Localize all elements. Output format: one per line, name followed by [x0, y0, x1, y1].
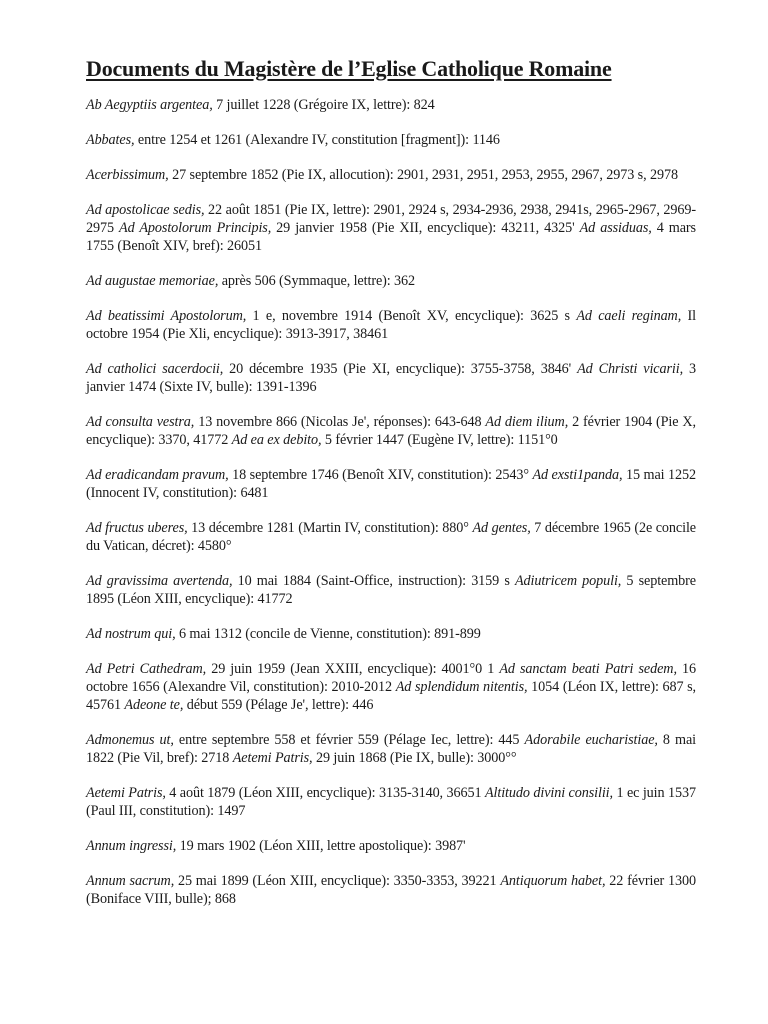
document-title-text: Ad apostolicae sedis, — [86, 202, 205, 218]
document-detail-text: 25 mai 1899 (Léon XIII, encyclique): 3350-3353, 39221 — [174, 873, 501, 889]
document-title-text: Ad augustae memoriae, — [86, 273, 219, 289]
document-title-text: Ad diem ilium, — [485, 414, 569, 430]
document-entry — [86, 872, 696, 908]
document-detail-text: 16 octobre 1656 (Alexandre Vil, constitution): 2010-2012 — [86, 661, 697, 695]
document-title-text: Ad catholici sacerdocii, — [86, 361, 224, 377]
document-entry — [86, 572, 696, 608]
document-title-text: Ad sanctam beati Patri sedem, — [499, 661, 677, 677]
document-entry — [86, 201, 696, 255]
document-entry — [86, 307, 696, 343]
document-detail-text: 29 juin 1868 (Pie IX, bulle): 3000°° — [312, 750, 517, 766]
document-detail-text: 22 août 1851 (Pie IX, lettre): 2901, 2924 s, 2934-2936, 2938, 2941s, 2965-2967, 2969-2975 — [86, 202, 696, 236]
document-title-text: Ab Aegyptiis argentea, — [86, 97, 213, 113]
document-title-text: Ad exsti1panda, — [532, 467, 623, 483]
document-detail-text: 10 mai 1884 (Saint-Office, instruction): 3159 s — [232, 573, 515, 589]
document-title-text: Ad Apostolorum Principis, — [119, 220, 272, 236]
document-detail-text: 29 janvier 1958 (Pie XII, encyclique): 43211, 4325' — [271, 220, 580, 236]
document-title-text: Ad fructus uberes, — [86, 520, 188, 536]
document-detail-text: Il octobre 1954 (Pie Xli, encyclique): 3913-3917, 38461 — [86, 308, 696, 342]
document-entry — [86, 413, 696, 449]
document-detail-text: 22 février 1300 (Boniface VIII, bulle); 868 — [86, 873, 696, 907]
document-detail-text: entre 1254 et 1261 (Alexandre IV, constitution [fragment]): 1146 — [134, 132, 500, 148]
document-detail-text: 5 septembre 1895 (Léon XIII, encyclique): 41772 — [86, 573, 696, 607]
document-detail-text: 1054 (Léon IX, lettre): 687 s, 45761 — [86, 679, 696, 713]
document-title-text: Adorabile eucharistiae, — [524, 732, 658, 748]
document-title-text: Ad Petri Cathedram, — [86, 661, 207, 677]
document-detail-text: 8 mai 1822 (Pie Vil, bref): 2718 — [86, 732, 696, 766]
document-title-text: Admonemus ut, — [86, 732, 174, 748]
document-entry — [86, 360, 696, 396]
document-title-text: Ad Christi vicarii, — [577, 361, 684, 377]
document-title-text: Aetemi Patris, — [86, 785, 166, 801]
document-detail-text: 5 février 1447 (Eugène IV, lettre): 1151°0 — [321, 432, 558, 448]
document-title-text: Abbates, — [86, 132, 135, 148]
document-detail-text: 27 septembre 1852 (Pie IX, allocution): 2901, 2931, 2951, 2953, 2955, 2967, 2973 s, 2978 — [168, 167, 678, 183]
document-title-text: Ad eradicandam pravum, — [86, 467, 229, 483]
document-detail-text: 4 mars 1755 (Benoît XIV, bref): 26051 — [86, 220, 696, 254]
document-title-text: Acerbissimum, — [86, 167, 169, 183]
document-detail-text: 15 mai 1252 (Innocent IV, constitution): 6481 — [86, 467, 696, 501]
document-title-text: Aetemi Patris, — [232, 750, 313, 766]
document-detail-text: 3 janvier 1474 (Sixte IV, bulle): 1391-1396 — [86, 361, 696, 395]
document-title-text: Ad consulta vestra, — [86, 414, 195, 430]
document-title-text: Ad nostrum qui, — [86, 626, 176, 642]
document-entry — [86, 731, 696, 767]
document-detail-text: 6 mai 1312 (concile de Vienne, constitution): 891-899 — [175, 626, 481, 642]
document-title-text: Adeone te, — [124, 697, 184, 713]
document-title-text: Annum sacrum, — [86, 873, 175, 889]
document-detail-text: 20 décembre 1935 (Pie XI, encyclique): 3755-3758, 3846' — [223, 361, 578, 377]
document-detail-text: 18 septembre 1746 (Benoît XIV, constitution): 2543° — [228, 467, 533, 483]
document-detail-text: 13 novembre 866 (Nicolas Je', réponses): 643-648 — [194, 414, 486, 430]
document-detail-text: 1 e, novembre 1914 (Benoît XV, encyclique): 3625 s — [246, 308, 577, 324]
document-entry — [86, 131, 696, 149]
document-entry — [86, 96, 696, 114]
document-title-text: Adiutricem populi, — [514, 573, 622, 589]
entry-list — [86, 96, 696, 908]
document-detail-text: 19 mars 1902 (Léon XIII, lettre apostolique): 3987' — [176, 838, 466, 854]
document-detail-text: 13 décembre 1281 (Martin IV, constitution): 880° — [187, 520, 473, 536]
document-title-text: Ad gravissima avertenda, — [86, 573, 233, 589]
document-detail-text: 4 août 1879 (Léon XIII, encyclique): 3135-3140, 36651 — [165, 785, 485, 801]
document-title-text: Altitudo divini consilii, — [484, 785, 613, 801]
document-entry — [86, 166, 696, 184]
document-title-text: Annum ingressi, — [86, 838, 177, 854]
document-detail-text: 7 décembre 1965 (2e concile du Vatican, décret): 4580° — [86, 520, 697, 554]
document-entry — [86, 519, 696, 555]
document-entry — [86, 837, 696, 855]
document-title-text: Ad gentes, — [472, 520, 531, 536]
document-detail-text: 7 juillet 1228 (Grégoire IX, lettre): 824 — [212, 97, 435, 113]
document-detail-text: après 506 (Symmaque, lettre): 362 — [218, 273, 416, 289]
document-title-text: Ad assiduas, — [579, 220, 652, 236]
document-entry — [86, 660, 696, 714]
document-title-text: Ad ea ex debito, — [231, 432, 322, 448]
document-title-text: Antiquorum habet, — [500, 873, 606, 889]
document-detail-text: 29 juin 1959 (Jean XXIII, encyclique): 4001°0 1 — [206, 661, 500, 677]
document-detail-text: 2 février 1904 (Pie X, encyclique): 3370, 41772 — [86, 414, 697, 448]
document-entry — [86, 784, 696, 820]
document-entry — [86, 625, 696, 643]
page-title: Documents du Magistère de l’Eglise Catholique Romaine — [86, 56, 612, 81]
document-title-text: Ad splendidum nitentis, — [395, 679, 528, 695]
document-detail-text: 1 ec juin 1537 (Paul III, constitution): 1497 — [86, 785, 696, 819]
document-entry — [86, 466, 696, 502]
document-detail-text: début 559 (Pélage Je', lettre): 446 — [183, 697, 374, 713]
document-entry — [86, 272, 696, 290]
document-title-text: Ad beatissimi Apostolorum, — [86, 308, 247, 324]
document-title-text: Ad caeli reginam, — [576, 308, 682, 324]
document-detail-text: entre septembre 558 et février 559 (Pélage Iec, lettre): 445 — [173, 732, 525, 748]
